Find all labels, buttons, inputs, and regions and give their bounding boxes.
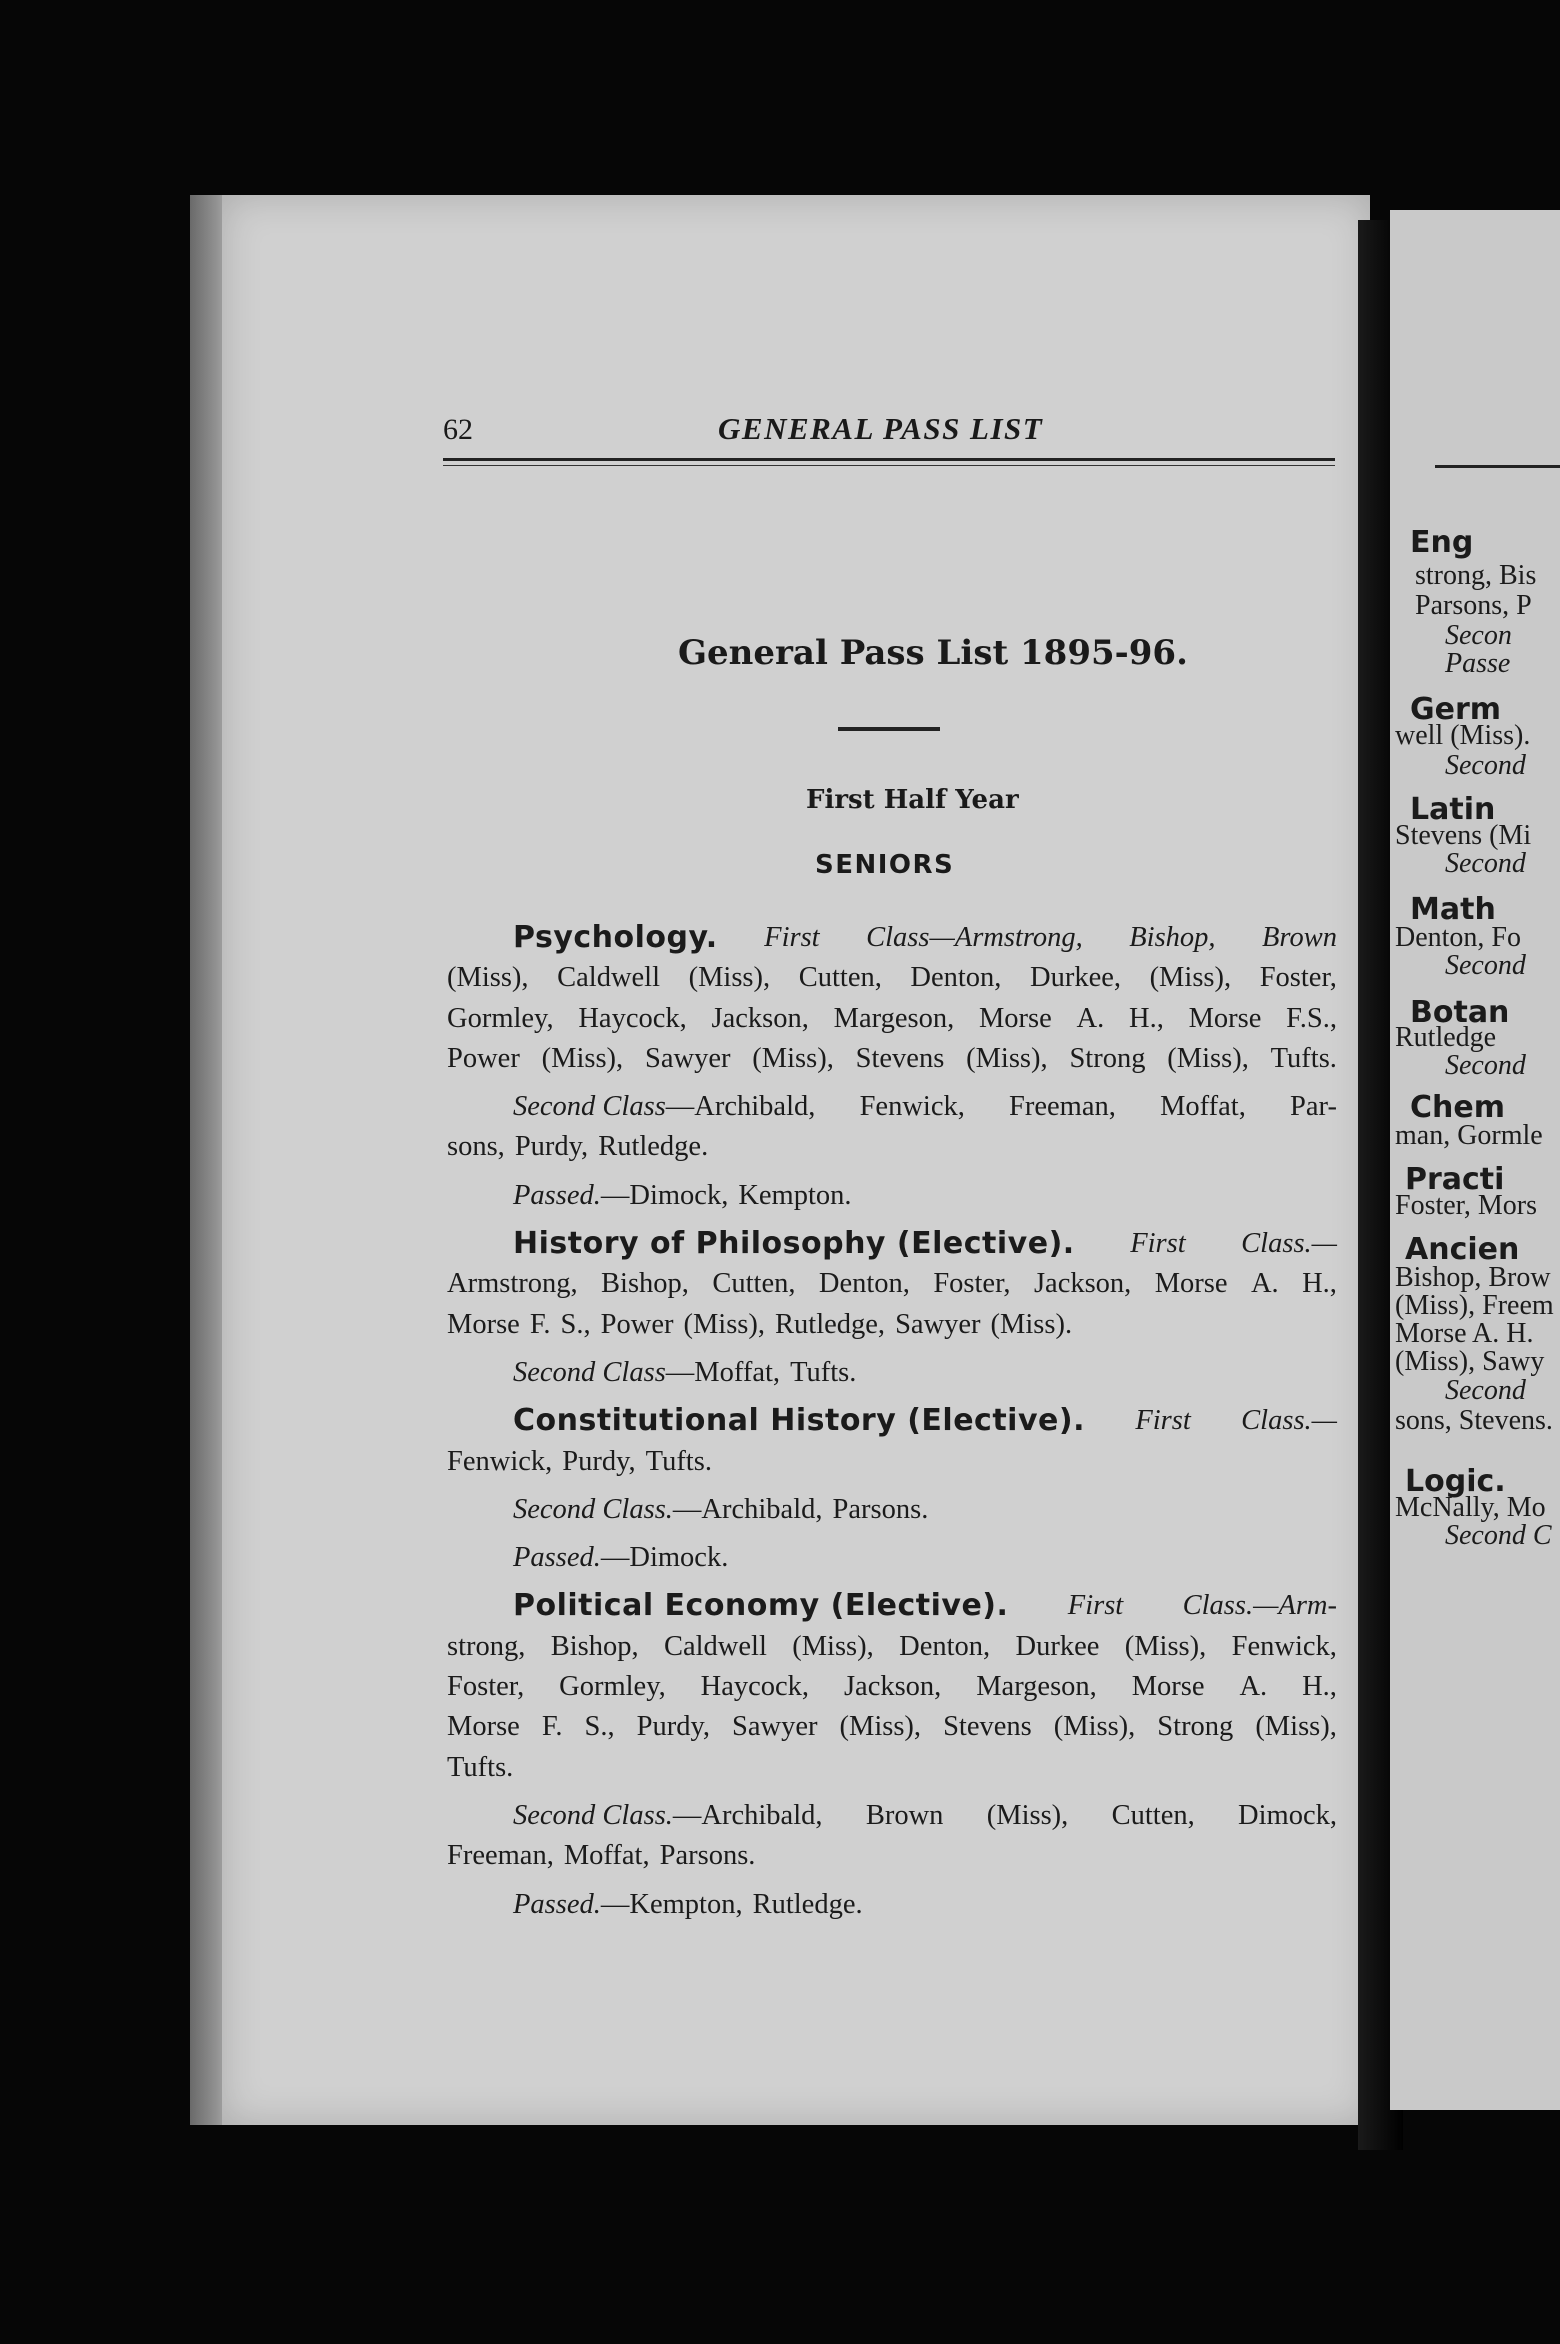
class-label: Second Class—Archibald, [513, 1091, 816, 1123]
text-fragment: Parsons, P [1415, 590, 1532, 621]
word: Sawyer [644, 1042, 731, 1074]
word: Foster, [933, 1268, 1011, 1300]
text-line [447, 1836, 1337, 1876]
text-fragment: sons, Stevens. [1395, 1405, 1553, 1436]
word: Moffat, [1160, 1091, 1246, 1123]
text-line [447, 1707, 1337, 1747]
subject-heading-fragment: Botan [1410, 995, 1510, 1030]
word: H., [1302, 1671, 1337, 1703]
class-label: Second Class—Moffat, [513, 1356, 781, 1388]
word: Parsons. [832, 1493, 929, 1525]
word: Margeson, [976, 1671, 1097, 1703]
word: (Miss), [1255, 1711, 1337, 1743]
word: (Miss), [541, 1042, 624, 1074]
word: (Miss), [752, 1042, 834, 1074]
body-text [447, 918, 1337, 1933]
word: (Miss), [966, 1042, 1048, 1074]
word: S., [560, 1308, 591, 1340]
text-line [447, 1353, 1337, 1393]
subject-heading-fragment: Latin [1410, 792, 1496, 827]
text-line [447, 1586, 1337, 1626]
text-fragment: Secon [1445, 620, 1512, 651]
subject-heading: Psychology. [513, 920, 718, 955]
word: Denton, [818, 1268, 910, 1300]
word: First [1067, 1590, 1124, 1622]
word: Cutten, [1111, 1799, 1195, 1831]
page-number: 62 [443, 413, 473, 446]
word: Morse [447, 1711, 520, 1743]
word: Class.— [1241, 1228, 1337, 1260]
subject-heading: Political Economy (Elective). [513, 1588, 1009, 1624]
subject-heading-fragment: Germ [1410, 692, 1502, 727]
word: Rutledge. [598, 1131, 709, 1163]
text-line [447, 918, 1337, 958]
word: Armstrong, [447, 1268, 578, 1300]
word: Jackson, [711, 1002, 809, 1034]
paragraph [447, 1885, 1337, 1925]
subject-heading-fragment: Math [1410, 892, 1496, 927]
word: (Miss). [990, 1308, 1073, 1340]
paragraph [447, 1401, 1337, 1482]
text-line [447, 1305, 1337, 1345]
word: First [1130, 1228, 1186, 1260]
running-title: GENERAL PASS LIST [718, 411, 1044, 446]
word: F. [541, 1711, 563, 1743]
text-fragment: (Miss), Freem [1395, 1290, 1554, 1321]
word: Fenwick, [447, 1445, 553, 1477]
text-fragment: Morse A. H. [1395, 1318, 1534, 1349]
word: (Miss), [1167, 1042, 1249, 1074]
word: Sawyer [895, 1308, 981, 1340]
word: Bishop, [601, 1268, 689, 1300]
section-heading: SENIORS [815, 850, 955, 880]
word: (Miss), [1053, 1711, 1136, 1743]
paragraph [447, 918, 1337, 1079]
text-line [447, 1442, 1337, 1482]
text-line [447, 1264, 1337, 1304]
word: Cutten, [798, 962, 882, 994]
word: Morse [1131, 1671, 1205, 1703]
word: (Miss), [1149, 962, 1232, 994]
text-fragment: Second [1445, 1050, 1526, 1081]
text-fragment: McNally, Mo [1395, 1492, 1546, 1523]
word: Bishop, [550, 1630, 639, 1662]
class-label: Passed.—Dimock, [513, 1179, 729, 1211]
word: Power [447, 1042, 520, 1074]
word: F.S., [1286, 1002, 1337, 1034]
word: (Miss), [792, 1630, 874, 1662]
word: Haycock, [700, 1671, 810, 1703]
text-fragment: Passe [1445, 648, 1511, 679]
text-line [447, 1796, 1337, 1836]
word: (Miss), [839, 1711, 922, 1743]
paragraph [447, 1538, 1337, 1578]
word: Caldwell [557, 962, 661, 994]
paragraph [447, 1087, 1337, 1168]
text-fragment: Foster, Mors [1395, 1190, 1537, 1221]
word: (Miss), [447, 962, 529, 994]
text-fragment: Bishop, Brow [1395, 1262, 1551, 1293]
text-fragment: Rutledge [1395, 1022, 1497, 1053]
subheading: First Half Year [806, 785, 1019, 815]
word: Denton, [899, 1630, 991, 1662]
text-line [447, 999, 1337, 1039]
word: Morse [1154, 1268, 1228, 1300]
word: S., [584, 1711, 615, 1743]
text-line [447, 1224, 1337, 1264]
text-fragment: strong, Bis [1415, 560, 1537, 591]
text-line [447, 958, 1337, 998]
paragraph [447, 1224, 1337, 1345]
word: First [1135, 1405, 1191, 1437]
word: A. [1076, 1002, 1105, 1034]
word: (Miss), [683, 1308, 766, 1340]
header-rule [443, 458, 1335, 461]
text-line [447, 1401, 1337, 1441]
word: Freeman, [1009, 1091, 1116, 1123]
text-line [447, 1490, 1337, 1530]
subject-heading: Constitutional History (Elective). [513, 1403, 1085, 1439]
word: Jackson, [843, 1671, 942, 1703]
word: H., [1129, 1002, 1164, 1034]
subject-heading-fragment: Ancien [1405, 1232, 1520, 1267]
text-line [447, 1627, 1337, 1667]
word: Moffat, [563, 1840, 650, 1872]
text-line [447, 1087, 1337, 1127]
text-line [447, 1748, 1337, 1788]
word: Tufts. [447, 1751, 514, 1783]
subject-heading-fragment: Practi [1405, 1162, 1505, 1197]
word: Stevens [855, 1042, 945, 1074]
class-label: Passed.—Dimock. [513, 1542, 729, 1574]
text-fragment: Second C [1445, 1520, 1552, 1551]
word: First [764, 922, 820, 953]
text-fragment: Second [1445, 1375, 1526, 1406]
word: Gormley, [447, 1002, 554, 1034]
word: Haycock, [578, 1002, 687, 1034]
word: Power [600, 1308, 674, 1340]
word: Parsons. [659, 1840, 756, 1872]
word: H., [1302, 1268, 1337, 1300]
running-head [443, 405, 1333, 455]
text-fragment: well (Miss). [1395, 720, 1531, 751]
subject-heading-fragment: Logic. [1405, 1464, 1506, 1499]
title-rule [838, 727, 940, 731]
word: Purdy, [636, 1711, 711, 1743]
word: Morse [1188, 1002, 1262, 1034]
word: Foster, [1259, 962, 1337, 994]
header-rule-thin [443, 465, 1335, 466]
paragraph [447, 1353, 1337, 1393]
text-line [447, 1667, 1337, 1707]
paragraph [447, 1796, 1337, 1877]
word: Jackson, [1033, 1268, 1132, 1300]
word: A. [1250, 1268, 1279, 1300]
word: Bishop, [1129, 922, 1216, 953]
word: Purdy, [514, 1131, 589, 1163]
word: Tufts. [645, 1445, 712, 1477]
word: Sawyer [732, 1711, 818, 1743]
text-line [447, 1538, 1337, 1578]
word: Cutten, [712, 1268, 796, 1300]
word: Brown [865, 1799, 944, 1831]
word: (Miss), [688, 962, 771, 994]
word: Class—Armstrong, [866, 922, 1083, 953]
paragraph [447, 1176, 1337, 1216]
word: Rutledge, [775, 1308, 886, 1340]
text-line [447, 1885, 1337, 1925]
word: Durkee, [1030, 962, 1121, 994]
word: Purdy, [562, 1445, 636, 1477]
word: (Miss), [1124, 1630, 1207, 1662]
text-fragment: Stevens (Mi [1395, 820, 1532, 851]
subject-heading: History of Philosophy (Elective). [513, 1226, 1075, 1262]
word: Stevens [943, 1711, 1032, 1743]
paragraph [447, 1490, 1337, 1530]
word: Par- [1290, 1091, 1337, 1123]
word: Fenwick, [1231, 1630, 1337, 1662]
text-fragment: Second [1445, 848, 1526, 879]
word: Denton, [910, 962, 1002, 994]
class-label: Passed.—Kempton, [513, 1888, 743, 1920]
word: Class.—Arm- [1182, 1590, 1337, 1622]
text-line [447, 1039, 1337, 1079]
word: Brown [1262, 922, 1337, 953]
paragraph [447, 1586, 1337, 1787]
page-title: General Pass List 1895-96. [678, 633, 1188, 673]
text-fragment: Second [1445, 750, 1526, 781]
word: Kempton. [738, 1179, 852, 1211]
word: Tufts. [1270, 1042, 1337, 1074]
word: Margeson, [833, 1002, 955, 1034]
text-fragment: Denton, Fo [1395, 922, 1521, 953]
right-page-rule [1435, 465, 1560, 468]
word: Rutledge. [752, 1888, 863, 1920]
word: sons, [447, 1131, 505, 1163]
subject-heading-fragment: Eng [1410, 525, 1474, 560]
word: Durkee [1015, 1630, 1100, 1662]
word: Strong [1069, 1042, 1146, 1074]
text-fragment: Second [1445, 950, 1526, 981]
word: Fenwick, [859, 1091, 965, 1123]
subject-heading-fragment: Chem [1410, 1090, 1505, 1125]
word: Foster, [447, 1671, 525, 1703]
text-fragment: (Miss), Sawy [1395, 1346, 1545, 1377]
word: Strong [1157, 1711, 1234, 1743]
word: A. [1239, 1671, 1268, 1703]
right-page [1390, 210, 1560, 2110]
word: Freeman, [447, 1840, 554, 1872]
text-fragment: man, Gormle [1395, 1120, 1543, 1151]
word: Class.— [1241, 1405, 1337, 1437]
class-label: Second Class.—Archibald, [513, 1799, 823, 1831]
word: (Miss), [986, 1799, 1069, 1831]
word: Dimock, [1238, 1799, 1337, 1831]
word: Morse [447, 1308, 520, 1340]
word: Gormley, [559, 1671, 666, 1703]
word: Tufts. [790, 1356, 857, 1388]
text-line [447, 1127, 1337, 1167]
word: F. [529, 1308, 551, 1340]
class-label: Second Class.—Archibald, [513, 1493, 823, 1525]
text-line [447, 1176, 1337, 1216]
word: Caldwell [663, 1630, 767, 1662]
word: strong, [447, 1630, 526, 1662]
word: Morse [978, 1002, 1052, 1034]
